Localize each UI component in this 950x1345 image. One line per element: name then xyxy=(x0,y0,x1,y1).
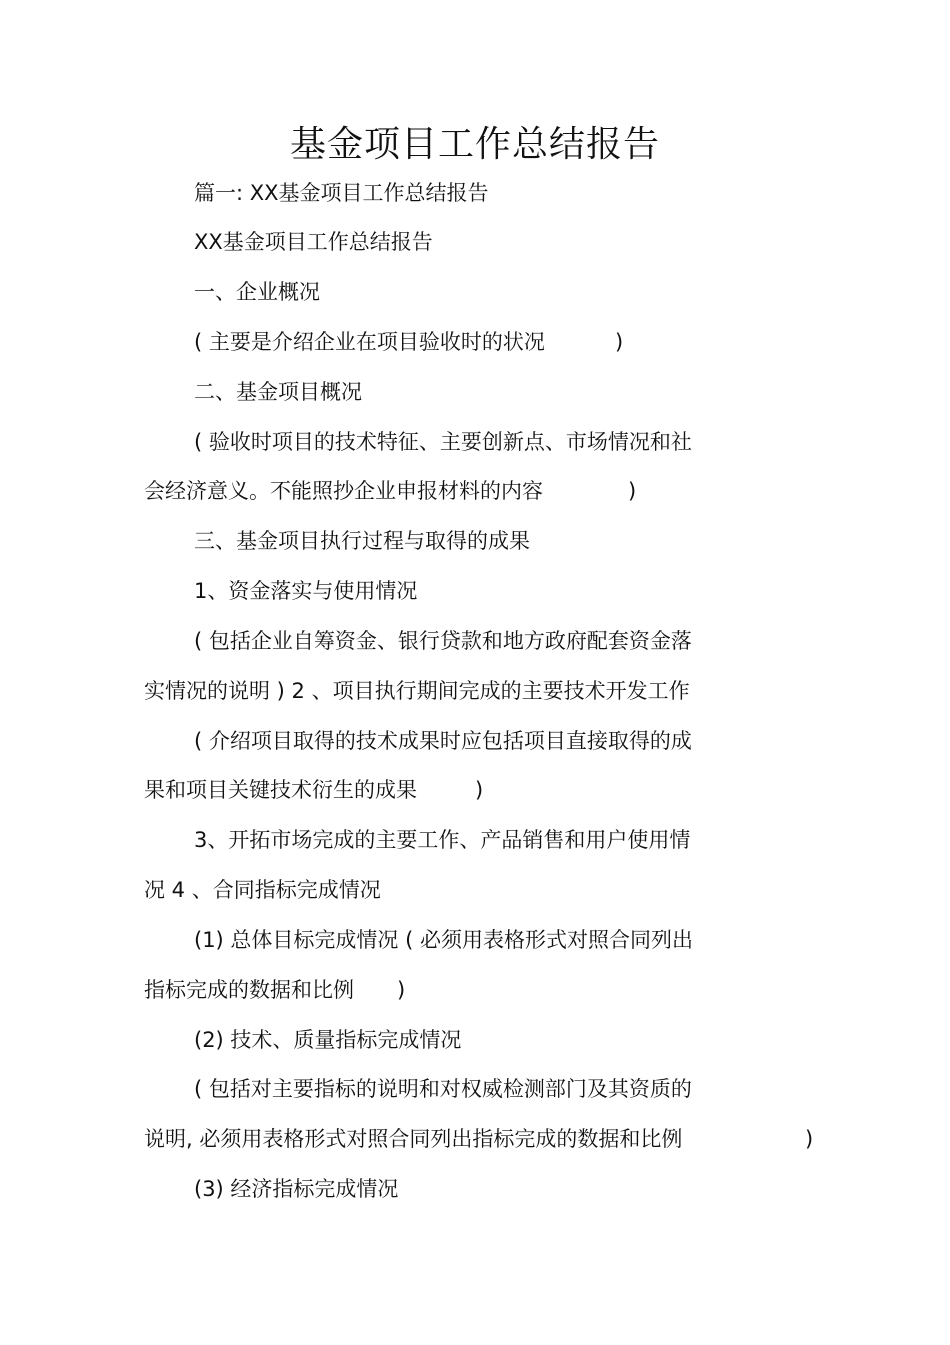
text-line: ( 介绍项目取得的技术成果时应包括项目直接取得的成 xyxy=(194,729,692,753)
text-line: 会经济意义。不能照抄企业申报材料的内容 xyxy=(144,479,543,503)
text-line: 况 4 、合同指标完成情况 xyxy=(144,878,381,902)
text-line: ( 主要是介绍企业在项目验收时的状况 xyxy=(194,330,545,354)
text-line: 二、基金项目概况 xyxy=(194,380,362,404)
closing-paren: ) xyxy=(615,330,624,354)
closing-paren: ) xyxy=(628,479,637,503)
text-line: (1) 总体目标完成情况 ( 必须用表格形式对照合同列出 xyxy=(194,928,693,952)
text-line: XX基金项目工作总结报告 xyxy=(194,230,433,254)
text-line: 实情况的说明 ) 2 、项目执行期间完成的主要技术开发工作 xyxy=(144,679,690,703)
text-line: 3、开拓市场完成的主要工作、产品销售和用户使用情 xyxy=(194,828,691,852)
document-title: 基金项目工作总结报告 xyxy=(289,124,660,165)
closing-paren: ) xyxy=(475,778,484,802)
text-line: 一、企业概况 xyxy=(194,280,320,304)
text-line: ( 包括企业自筹资金、银行贷款和地方政府配套资金落 xyxy=(194,629,692,653)
closing-paren: ) xyxy=(805,1127,814,1151)
text-line: 果和项目关键技术衍生的成果 xyxy=(144,778,417,802)
closing-paren: ) xyxy=(397,978,406,1002)
text-line: 1、资金落实与使用情况 xyxy=(194,579,418,603)
text-line: ( 包括对主要指标的说明和对权威检测部门及其资质的 xyxy=(194,1077,692,1101)
text-line: (3) 经济指标完成情况 xyxy=(194,1177,399,1201)
text-line: 篇一: XX基金项目工作总结报告 xyxy=(194,181,489,205)
text-line: 三、基金项目执行过程与取得的成果 xyxy=(194,529,530,553)
text-line: ( 验收时项目的技术特征、主要创新点、市场情况和社 xyxy=(194,430,692,454)
text-line: 指标完成的数据和比例 xyxy=(144,978,354,1002)
text-line: (2) 技术、质量指标完成情况 xyxy=(194,1028,462,1052)
text-line: 说明, 必须用表格形式对照合同列出指标完成的数据和比例 xyxy=(144,1127,683,1151)
